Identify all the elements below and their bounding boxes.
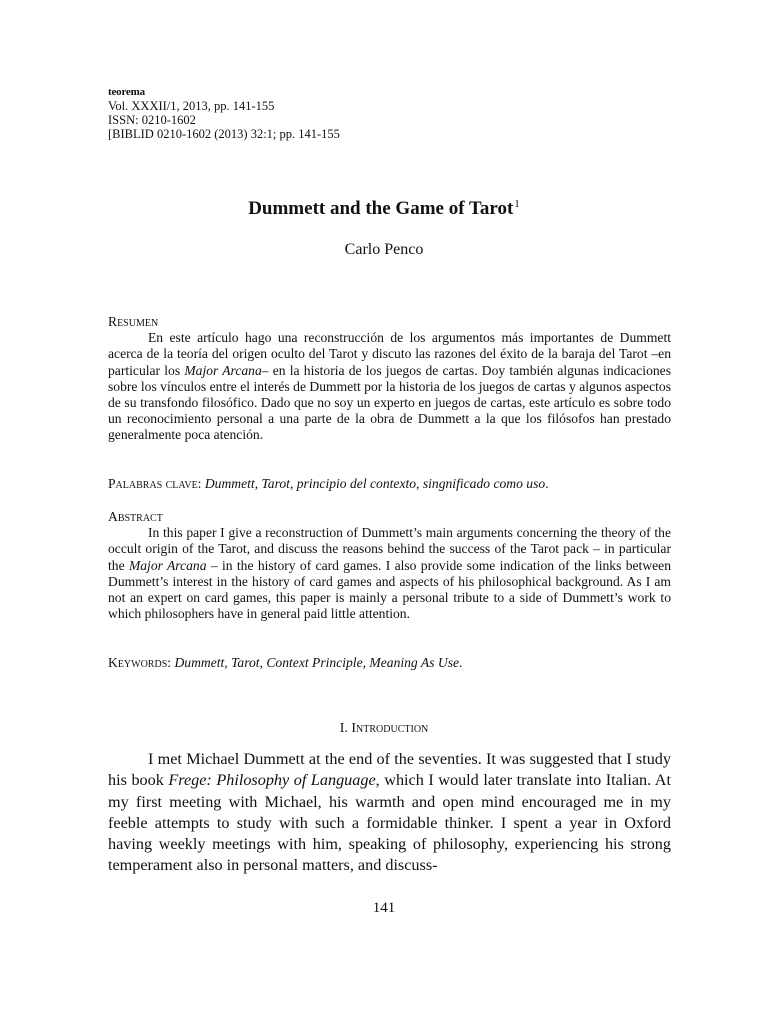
abstract-text-a: In this paper I give a reconstruction of Dummett’s main arguments concerning the theory of the occult origin of the Tarot, and discuss the reasons behind the success of the Tarot pack – in particular the: [108, 525, 671, 573]
article-author: Carlo Penco: [344, 241, 424, 258]
keywords-label: Keywords:: [108, 655, 172, 670]
journal-biblid: [108, 127, 340, 141]
section-number: I.: [339, 721, 352, 736]
keywords-end: .: [459, 655, 463, 670]
journal-name: teorema: [108, 86, 145, 98]
keywords: [108, 655, 671, 671]
resumen-text-a: En este artículo hago una reconstrucción de los argumentos más importantes de Dummett acerca de la teoría del origen oculto del Tarot y discuto las razones del éxito de la baraja del Tarot –en particular los: [108, 330, 671, 378]
intro-book-title: Frege: Philosophy of Language: [168, 771, 376, 790]
palabras-clave: [108, 476, 671, 492]
journal-volume: Vol. XXXII/1, 2013, pp. 141-155: [108, 99, 275, 113]
article-title-text: Dummett and the Game of Tarot: [248, 198, 514, 219]
section-title: Introduction: [351, 721, 429, 736]
title-footnote-marker[interactable]: 1: [514, 198, 520, 210]
abstract-block: [108, 509, 671, 622]
journal-issn: ISSN: 0210-1602: [108, 113, 196, 127]
palabras-clave-label: Palabras clave:: [108, 476, 202, 491]
intro-body: [108, 749, 671, 877]
intro-text-a: I met Michael Dummett at the end of the seventies. It was suggested that I study his book: [108, 750, 671, 790]
resumen-text: [108, 330, 671, 443]
keywords-text: Dummett, Tarot, Context Principle, Meaning As Use: [174, 655, 460, 670]
intro-paragraph: [108, 749, 671, 877]
page-number: 141: [372, 900, 396, 916]
resumen-text-italic: Major Arcana: [184, 362, 262, 378]
resumen-heading: Resumen: [108, 314, 159, 329]
abstract-heading: Abstract: [108, 509, 163, 524]
article-title: [0, 198, 768, 220]
abstract-text-b: – in the history of card games. I also provide some indication of the links between Dummett’s interest in the history of card games and aspects of his philosophical background. As I am not an expert on card games, this paper is mainly a personal tribute to a side of Dummett’s work to which philosophers have in general paid little attention.: [108, 557, 671, 622]
biblid-prefix: [BIBLID: [108, 127, 154, 141]
resumen-block: [108, 314, 671, 444]
abstract-text-italic: Major Arcana: [128, 557, 207, 573]
intro-text-b: , which I would later translate into Italian. At my first meeting with Michael, his warmth and open mind encouraged me in my feeble attempts to study with such a formidable thinker. I spent a year in Oxford having weekly meetings with him, speaking of philosophy, experiencing his strong temperament also in personal matters, and discuss-: [108, 771, 671, 875]
section-heading: [0, 721, 768, 737]
journal-header: [108, 85, 340, 141]
abstract-text: [108, 525, 671, 622]
biblid-text: 0210-1602 (2013) 32:1; pp. 141-155: [153, 127, 340, 141]
resumen-text-b: – en la historia de los juegos de cartas. Doy también algunas indicaciones sobre los vínculos entre el interés de Dummett por la historia de los juegos de cartas y algunos aspectos de su transfondo filosófico. Dado que no soy un experto en juegos de cartas, este artículo es sobre todo un reconocimiento personal a una parte de la obra de Dummett a la que los filósofos han prestado generalmente poca atención.: [108, 362, 671, 443]
palabras-clave-text: Dummett, Tarot, principio del contexto, singnificado como uso: [204, 476, 546, 491]
palabras-clave-end: .: [545, 476, 549, 491]
